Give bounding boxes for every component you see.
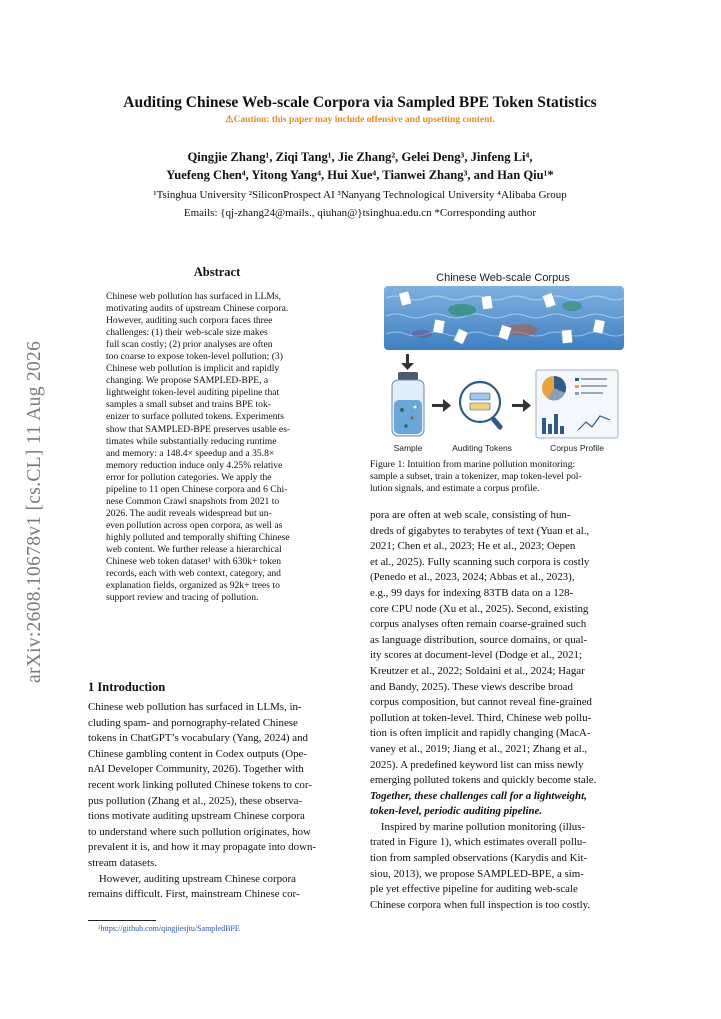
abstract-line: timates while substantially reducing runtime	[106, 435, 277, 447]
arrow-right-icon	[432, 399, 451, 412]
body-line: ple yet effective pipeline for auditing web-scale	[370, 883, 578, 896]
abstract-line: pipeline to 11 open Chinese corpora and 6 Chi-	[106, 483, 288, 495]
section-heading-introduction: 1 Introduction	[88, 680, 166, 694]
figure-1	[372, 268, 634, 456]
figure-1-caption	[370, 459, 635, 495]
auditing-magnifier-icon	[460, 382, 503, 430]
arxiv-identifier: arXiv:2608.10678v1 [cs.CL] 11 Aug 2026	[24, 340, 45, 683]
body-line: core CPU node (Xu et al., 2025). Second, existing	[370, 602, 589, 615]
figure-label-sample: Sample	[393, 443, 423, 453]
body-line: tion is often implicit and rapidly changing (MacA-	[370, 727, 591, 740]
abstract-line: and memory: a 148.4× speedup and a 35.8×	[106, 447, 275, 459]
body-line-emphasis: Together, these challenges call for a lightweight,	[370, 789, 587, 802]
arrow-right-icon	[512, 399, 531, 412]
abstract-text	[106, 291, 330, 604]
abstract-line: However, auditing such corpora faces three	[106, 315, 273, 327]
body-line: Chinese corpora when full inspection is too costly.	[370, 898, 591, 911]
body-line: emerging polluted tokens and quickly become stale.	[370, 774, 597, 787]
body-line: siou, 2013), we propose SAMPLED-BPE, a sim-	[370, 867, 584, 880]
figure-title: Chinese Web-scale Corpus	[436, 272, 570, 284]
emails: Emails: {qj-zhang24@mails., qiuhan@}tsinghua.edu.cn *Corresponding author	[183, 207, 537, 219]
abstract-line: full scan costly; (2) prior analyses are often	[106, 339, 273, 351]
paper-title: Auditing Chinese Web-scale Corpora via Sampled BPE Token Statistics	[123, 94, 597, 111]
body-line: prevalent it is, and how it may propagate into down-	[88, 841, 317, 854]
body-line: dreds of gigabytes to terabytes of text (Yuan et al.,	[370, 524, 590, 537]
body-line: nAI Developer Community, 2026). Together with	[88, 763, 304, 776]
left-column-text	[88, 700, 351, 903]
abstract-heading: Abstract	[193, 265, 241, 279]
right-column-text	[370, 508, 635, 913]
content-warning: ⚠Caution: this paper may include offensive and upsetting content.	[225, 115, 495, 125]
abstract-line: lightweight token-level auditing pipeline that	[106, 387, 280, 399]
body-line: 2025). A predefined keyword list can miss newly	[370, 758, 584, 771]
body-line: pollution at token-level. Third, Chinese web pollu-	[370, 711, 592, 724]
down-arrow-icon	[401, 354, 414, 370]
figure-label-corpus-profile: Corpus Profile	[550, 443, 604, 453]
body-line: 2021; Chen et al., 2023; He et al., 2023; Oepen	[370, 540, 576, 553]
affiliations: ¹Tsinghua University ²SiliconProspect AI ³Nanyang Technological University ⁴Alibaba Group	[153, 189, 567, 201]
abstract-line: even pollution across open corpora, as well as	[106, 519, 283, 531]
body-line: recent work linking polluted Chinese tokens to cor-	[88, 778, 312, 791]
body-line: pora are often at web scale, consisting of hun-	[370, 509, 571, 521]
body-line: remains difficult. First, mainstream Chinese cor-	[88, 888, 300, 901]
abstract-line: samples a small subset and trains BPE tok-	[106, 399, 271, 411]
body-line: tion from sampled observations (Karydis and Kit-	[370, 852, 588, 865]
abstract-line: highly polluted and temporally shifting Chinese	[106, 531, 290, 543]
body-line: pus pollution (Zhang et al., 2025), these observa-	[88, 794, 303, 807]
abstract-line: memory reduction induce only 4.25% relative	[106, 459, 283, 471]
body-line: (Penedo et al., 2023, 2024; Abbas et al., 2023),	[370, 571, 575, 584]
body-line: e.g., 99 days for indexing 83TB data on a 128-	[370, 586, 574, 599]
abstract-line: records, each with web context, category, and	[106, 568, 281, 580]
body-line: Kreutzer et al., 2022; Soldaini et al., 2024; Hagar	[370, 664, 585, 677]
body-line: Chinese web pollution has surfaced in LLMs, in-	[88, 701, 302, 713]
abstract-line: enizer to surface polluted tokens. Experiments	[106, 411, 284, 423]
abstract-line: motivating audits of upstream Chinese corpora.	[106, 303, 289, 315]
caption-line: sample a subset, train a tokenizer, map token-level pol-	[370, 471, 582, 483]
abstract-line: show that SAMPLED-BPE preserves usable es-	[106, 423, 291, 435]
body-line-emphasis: token-level, periodic auditing pipeline.	[370, 805, 543, 818]
abstract-line: challenges: (1) their web-scale size makes	[106, 327, 268, 339]
body-line: ity scores at document-level (Dodge et al., 2021;	[370, 649, 583, 662]
abstract-line: 2026. The audit reveals widespread but un-	[106, 507, 272, 519]
abstract-line: Chinese web token dataset¹ with 630k+ token	[106, 556, 282, 568]
body-line: to understand where such pollution originates, how	[88, 825, 311, 838]
body-line: trated in Figure 1), which estimates overall pollu-	[370, 836, 586, 849]
abstract-line: explanation fields, organized as 92k+ trees to	[106, 580, 280, 592]
body-line: Chinese gambling content in Codex outputs (Ope-	[88, 747, 307, 760]
authors-line-1: Qingjie Zhang¹, Ziqi Tang¹, Jie Zhang², Gelei Deng³, Jinfeng Li⁴,	[187, 150, 533, 164]
footnote-rule	[88, 920, 156, 921]
caption-line: lution signals, and estimate a corpus profile.	[370, 483, 540, 495]
abstract-line: changing. We propose SAMPLED-BPE, a	[106, 375, 269, 387]
body-line: tions motivate auditing upstream Chinese corpora	[88, 810, 305, 823]
authors-line-2: Yuefeng Chen⁴, Yitong Yang⁴, Hui Xue⁴, Tianwei Zhang³, and Han Qiu¹*	[166, 168, 554, 182]
figure-label-auditing-tokens: Auditing Tokens	[452, 443, 512, 453]
body-line: tokens in ChatGPT’s vocabulary (Yang, 2024) and	[88, 732, 309, 745]
caption-line: Figure 1: Intuition from marine pollution monitoring:	[370, 459, 576, 470]
corpus-profile-dashboard-icon	[536, 370, 618, 438]
body-line: et al., 2025). Fully scanning such corpora is costly	[370, 555, 590, 568]
abstract-line: web content. We further release a hierarchical	[106, 543, 282, 555]
abstract-line: too coarse to expose token-level pollution; (3)	[106, 351, 283, 363]
body-line: stream datasets.	[88, 856, 157, 869]
body-line: However, auditing upstream Chinese corpora	[88, 872, 296, 885]
abstract-line: support review and tracing of pollution.	[106, 592, 259, 604]
body-line: vaney et al., 2019; Jiang et al., 2021; Zhang et al.,	[370, 742, 588, 755]
sample-jar-icon	[392, 372, 424, 436]
body-line: Inspired by marine pollution monitoring (illus-	[370, 820, 586, 833]
abstract-line: Chinese web pollution is implicit and rapidly	[106, 363, 280, 375]
body-line: corpus analyses often remain coarse-grained such	[370, 618, 587, 631]
abstract-line: error for pollution categories. We apply the	[106, 471, 272, 483]
abstract-line: Chinese web pollution has surfaced in LLMs,	[106, 291, 282, 302]
footnote-link[interactable]: ¹https://github.com/qingjiesjtu/SampledBPE	[98, 924, 240, 933]
body-line: and Bandy, 2025). These views describe broad	[370, 680, 573, 693]
abstract-line: nese Common Crawl snapshots from 2021 to	[106, 495, 280, 507]
body-line: as language distribution, source domains, or qual-	[370, 633, 588, 646]
body-line: corpus composition, but cannot reveal fine-grained	[370, 696, 592, 709]
body-line: cluding spam- and pornography-related Chinese	[88, 716, 298, 729]
